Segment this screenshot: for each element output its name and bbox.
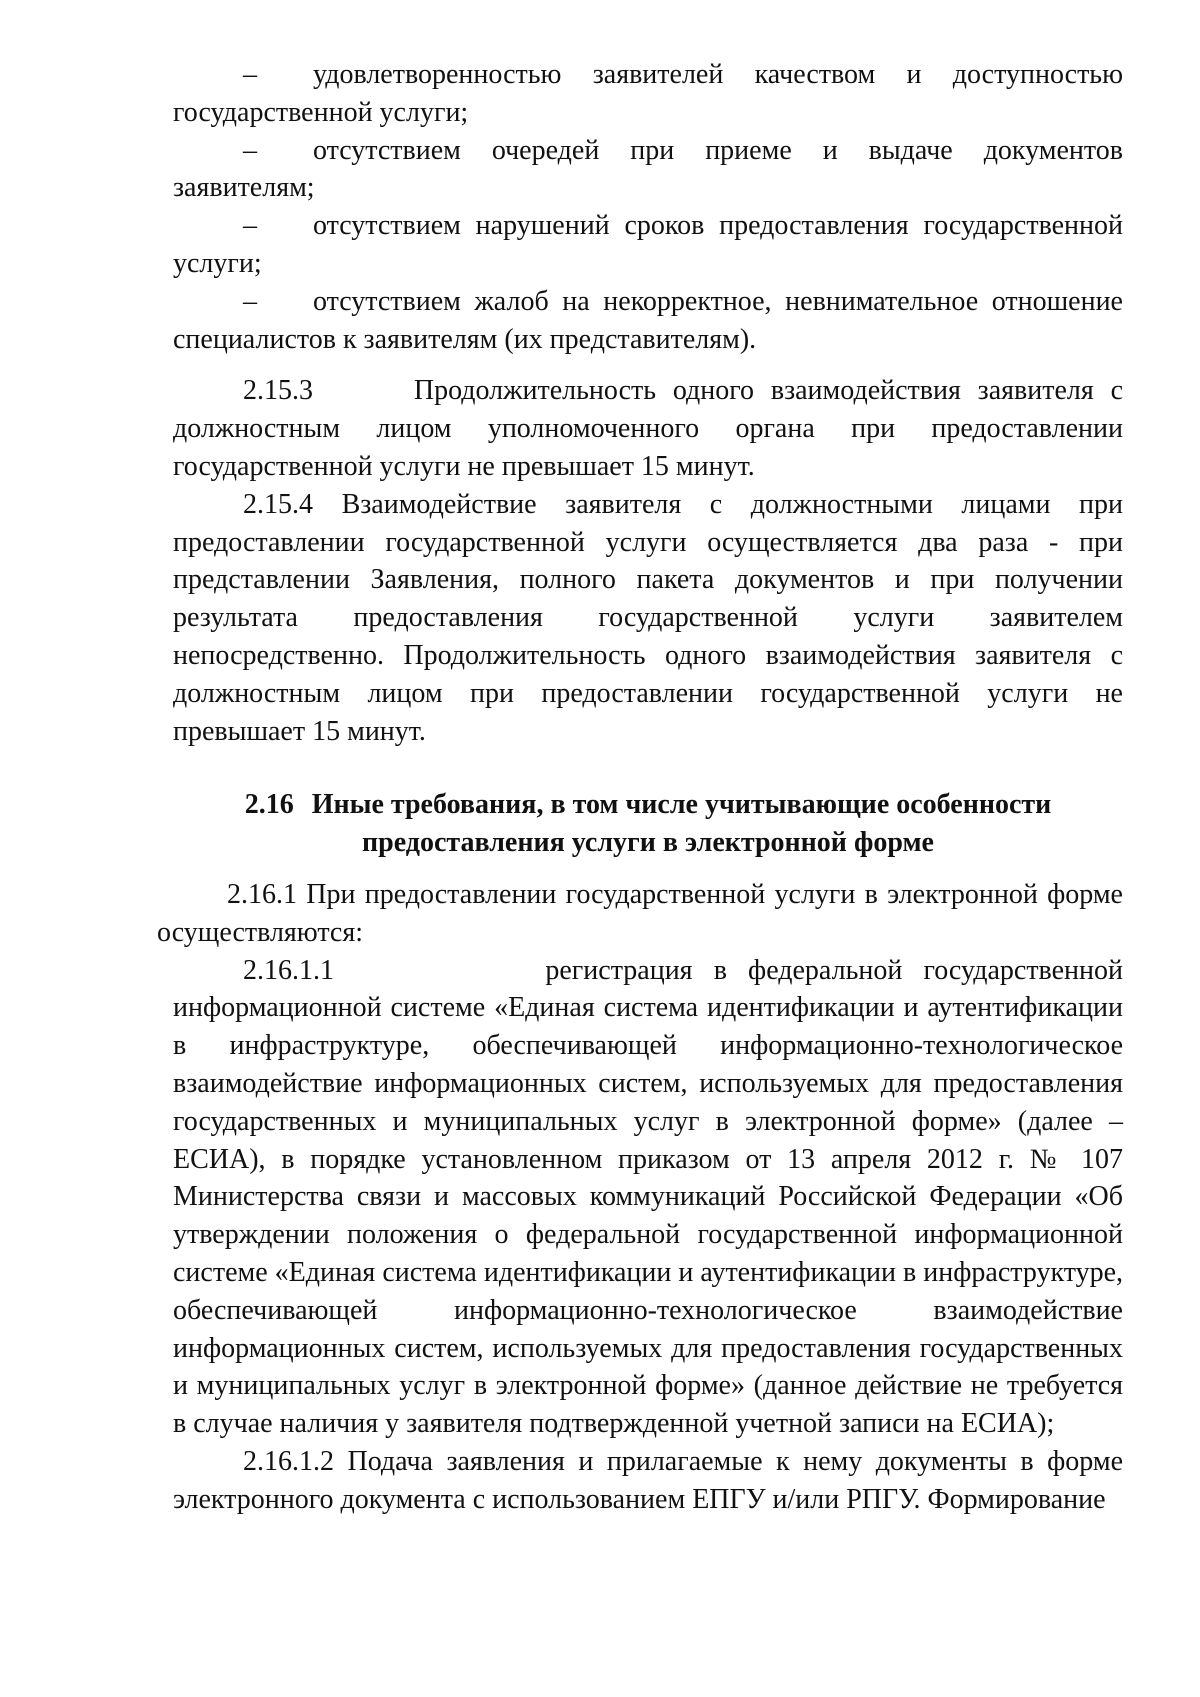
clause-number: 2.15.4 — [243, 488, 313, 520]
clause-text: Взаимодействие заявителя с должностными лицами при предоставлении государственной услуги осуществляется два раза - при представлении Заявления, полного пакета документов и при получении результата предоставления государственной услуги заявителем непосредственно. Продолжительность одного взаимодействия заявителя с должностным лицом при предоставлении государственной услуги не превышает 15 минут. — [173, 488, 1123, 747]
clause-text: Продолжительность одного взаимодействия заявителя с должностным лицом уполномоченного органа при предоставлении государственной услуги не превышает 15 минут. — [173, 375, 1124, 482]
bullet-item — [173, 132, 1123, 208]
paragraph-2-16-1-2 — [173, 1443, 1123, 1519]
bullet-item — [173, 56, 1123, 132]
bullet-dash: – — [243, 210, 257, 242]
clause-number: 2.16.1.2 — [243, 1445, 334, 1477]
paragraph-2-16-1 — [157, 876, 1123, 952]
bullet-text: удовлетворенностью заявителей качеством и доступностью государственной услуги; — [173, 59, 1123, 128]
bullet-dash: – — [243, 59, 257, 90]
heading-number: 2.16 — [244, 789, 294, 821]
bullet-dash: – — [243, 285, 257, 317]
section-heading-line-2 — [173, 824, 1123, 862]
paragraph-2-16-1-1 — [173, 952, 1123, 1443]
bullet-dash: – — [243, 134, 257, 166]
heading-line-1: Иные требования, в том числе учитывающие особенности — [311, 789, 1052, 821]
bullet-text: отсутствием жалоб на некорректное, невнимательное отношение специалистов к заявителям (их представителям). — [173, 285, 1123, 355]
bullet-text: отсутствием нарушений сроков предоставления государственной услуги; — [173, 210, 1123, 279]
clause-text: Подача заявления и прилагаемые к нему документы в форме электронного документа с использованием ЕПГУ и/или РПГУ. Формирование — [173, 1445, 1123, 1515]
document-page — [157, 56, 1124, 1518]
clause-number: 2.16.1 — [227, 878, 297, 910]
section-heading — [173, 786, 1123, 824]
bullet-text: отсутствием очередей при приеме и выдаче документов заявителям; — [173, 134, 1123, 204]
paragraph-2-15-3 — [173, 372, 1123, 485]
clause-number: 2.16.1.1 — [243, 954, 334, 986]
clause-text: При предоставлении государственной услуги в электронной форме осуществляются: — [157, 878, 1123, 948]
clause-text: регистрация в федеральной государственной информационной системе «Единая система идентификации и аутентификации в инфраструктуре, обеспечивающей информационно-технологическое взаимодействие информационных систем, используемых для предоставления государственных и муниципальных услуг в электронной форме» (далее – ЕСИА), в порядке установленном приказом от 13 апреля 2012 г. № 107 Министерства связи и массовых коммуникаций Российской Федерации «Об утверждении положения о федеральной государственной информационной системе «Единая система идентификации и аутентификации в инфраструктуре, обеспечивающей информационно-технологическое взаимодействие информационных систем, используемых для предоставления государственных и муниципальных услуг в электронной форме» (данное действие не требуется в случае наличия у заявителя подтвержденной учетной записи на ЕСИА); — [173, 954, 1123, 1440]
clause-number: 2.15.3 — [243, 375, 313, 407]
paragraph-2-15-4 — [173, 486, 1123, 751]
heading-line-2: предоставления услуги в электронной форме — [362, 827, 934, 859]
bullet-item — [173, 207, 1123, 283]
bullet-item — [173, 283, 1123, 359]
